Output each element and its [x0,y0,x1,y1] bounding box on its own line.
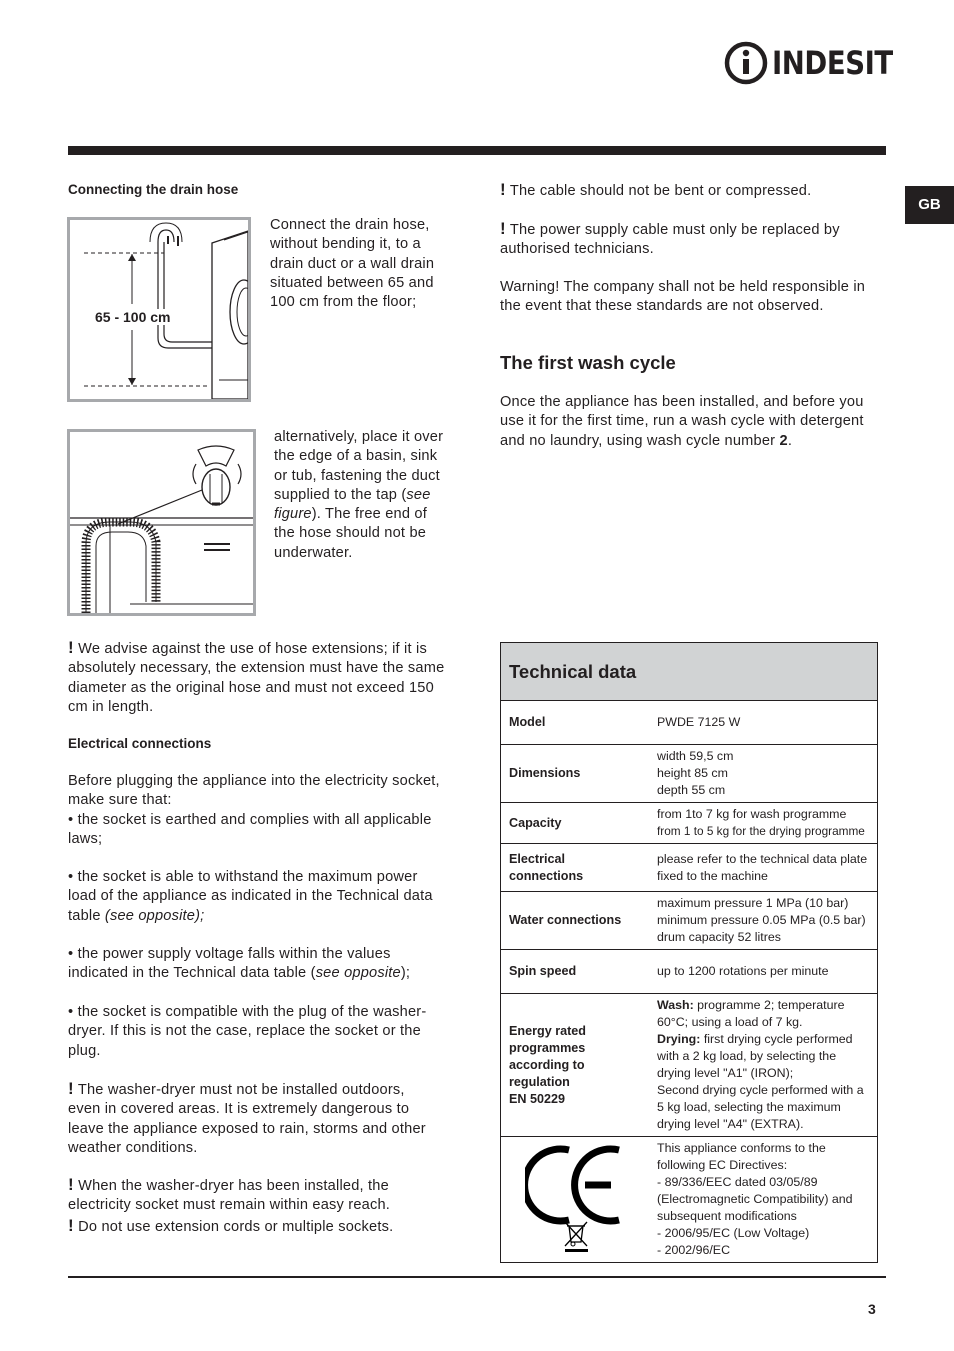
drain-height-figure [67,217,251,402]
wash-label: Wash: [657,998,694,1012]
brand-name: INDESIT [772,44,893,82]
electrical-heading: Electrical connections [68,736,212,751]
electrical-bullet-3 [68,945,440,984]
outdoor-warning-text: The washer-dryer must not be installed outdoors, even in covered areas. It is extremely dangerous to leave the appliance exposed to rain, storms and other weather conditions. [68,1082,426,1156]
reach-warning [68,1175,440,1237]
hose-extension-text: We advise against the use of hose extensions; if it is absolutely necessary, the extension must have the same diameter as the original hose and must not exceed 150 cm in length. [68,641,445,715]
extension-warning-text: Do not use extension cords or multiple sockets. [78,1218,394,1235]
electrical-label-line2: connections [509,868,584,883]
dimension-depth: depth 55 cm [657,783,726,797]
table-row [501,844,878,892]
basin-text-em: see figure [274,486,431,523]
dimensions-value [649,745,878,803]
table-row [501,803,878,844]
bottom-rule [68,1276,886,1278]
tap-hose-figure [67,429,256,616]
reach-warning-text: When the washer-dryer has been installed, the electricity socket must remain within easy reach. [68,1178,391,1214]
language-tab: GB [905,186,954,224]
electrical-intro: Before plugging the appliance into the electricity socket, make sure that: [68,773,440,809]
outdoor-warning [68,1079,440,1158]
wash-text: programme 2; temperature 60°C; using a load of 7 kg. [657,998,845,1029]
replace-warning-text: The power supply cable must only be replaced by authorised technicians. [500,222,840,258]
table-row [501,701,878,745]
ce-line: This appliance conforms to the following EC Directives: [657,1141,826,1172]
table-row [501,643,878,701]
model-label: Model [501,701,650,745]
bullet-3-end: ); [400,965,411,982]
first-wash-text [500,393,886,451]
ce-line: - 2002/96/EC [657,1243,731,1257]
electrical-bullet-2 [68,868,440,926]
capacity-value [649,803,878,844]
basin-text [274,428,444,563]
energy-label-line: according to [509,1057,585,1072]
basin-text-b: ). The free end of the hose should not be underwater. [274,506,428,561]
warning-mark-icon: ! [500,180,506,199]
water-label: Water connections [501,892,650,950]
bullet-2-text: • the socket is able to withstand the maximum power load of the appliance as indicated in the Technical data table [68,869,433,924]
spin-value: up to 1200 rotations per minute [649,950,878,994]
energy-label [501,994,650,1137]
drying-label: Drying: [657,1032,701,1046]
cable-warning-text: The cable should not be bent or compressed. [509,183,812,199]
figure-height-label: 65 - 100 cm [95,309,171,325]
table-row [501,994,878,1137]
electrical-label [501,844,650,892]
table-row [501,950,878,994]
energy-label-line: programmes [509,1040,586,1055]
ce-line: - 89/336/EEC dated 03/05/89 (Electromagnetic Compatibility) and subsequent modifications [657,1175,853,1223]
energy-label-line: EN 50229 [509,1091,566,1106]
electrical-bullet-1: • the socket is earthed and complies with all applicable laws; [68,812,432,848]
table-row [501,745,878,803]
ce-mark-cell [501,1137,650,1263]
first-wash-body: Once the appliance has been installed, and before you use it for the first time, run a wash cycle with detergent and no laundry, using wash cycle number [500,394,864,449]
water-value [649,892,878,950]
drum-capacity: drum capacity 52 litres [657,930,781,944]
warning-mark-icon: ! [500,219,506,238]
capacity-label: Capacity [501,803,650,844]
warning-mark-icon: ! [68,1079,74,1098]
table-row [501,1137,878,1263]
first-wash-end: . [787,432,793,449]
water-max: maximum pressure 1 MPa (10 bar) [657,896,849,910]
water-min: minimum pressure 0.05 MPa (0.5 bar) [657,913,866,927]
top-rule [68,146,886,155]
technical-data-title: Technical data [501,643,878,701]
basin-text-a: alternatively, place it over the edge of a basin, sink or tub, fastening the duct supplied to the tap ( [274,429,444,503]
dimension-width: width 59,5 cm [657,749,734,763]
electrical-value: please refer to the technical data plate fixed to the machine [649,844,878,892]
bullet-3-text: • the power supply voltage falls within the values indicated in the Technical data table ( [68,946,391,982]
wash-cycle-number: 2 [779,432,788,449]
energy-label-line: regulation [509,1074,570,1089]
model-value: PWDE 7125 W [649,701,878,745]
electrical-bullet-4: • the socket is compatible with the plug of the washer-dryer. If this is not the case, replace the socket or the plug. [68,1004,427,1059]
ce-directives [649,1137,878,1263]
replace-warning [500,219,872,260]
indesit-logo [724,40,893,86]
energy-value [649,994,878,1137]
cable-warning [500,180,880,201]
ce-mark-icon [525,1142,625,1252]
energy-label-line: Energy rated [509,1023,586,1038]
hose-extension-warning [68,638,456,717]
warning-mark-icon: ! [68,1215,74,1235]
technical-data-table [500,642,878,1263]
drain-hose-heading: Connecting the drain hose [68,182,239,197]
spin-label: Spin speed [501,950,650,994]
capacity-wash: from 1to 7 kg for wash programme [657,807,847,821]
page-number: 3 [868,1301,876,1317]
company-warning: Warning! The company shall not be held responsible in the event that these standards are not observed. [500,279,866,315]
electrical-label-line1: Electrical [509,851,566,866]
drying-text: first drying cycle performed with a 2 kg load, by selecting the drying level "A1" (IRON); [657,1032,853,1080]
first-wash-heading: The first wash cycle [500,352,676,373]
warning-mark-icon: ! [68,638,74,657]
drain-hose-text: Connect the drain hose, without bending it, to a drain duct or a wall drain situated between 65 and 100 cm from the floor; [270,217,435,311]
warning-mark-icon: ! [68,1175,74,1194]
dimension-height: height 85 cm [657,766,728,780]
dimensions-label: Dimensions [501,745,650,803]
ce-line: - 2006/95/EC (Low Voltage) [657,1226,810,1240]
drying-text-2: Second drying cycle performed with a 5 kg load, selecting the maximum drying level "A4" (EXTRA). [657,1083,864,1131]
bullet-2-em: (see opposite); [104,907,205,924]
capacity-dry: from 1 to 5 kg for the drying programme [657,824,865,838]
bullet-3-em: see opposite [315,965,401,982]
table-row [501,892,878,950]
